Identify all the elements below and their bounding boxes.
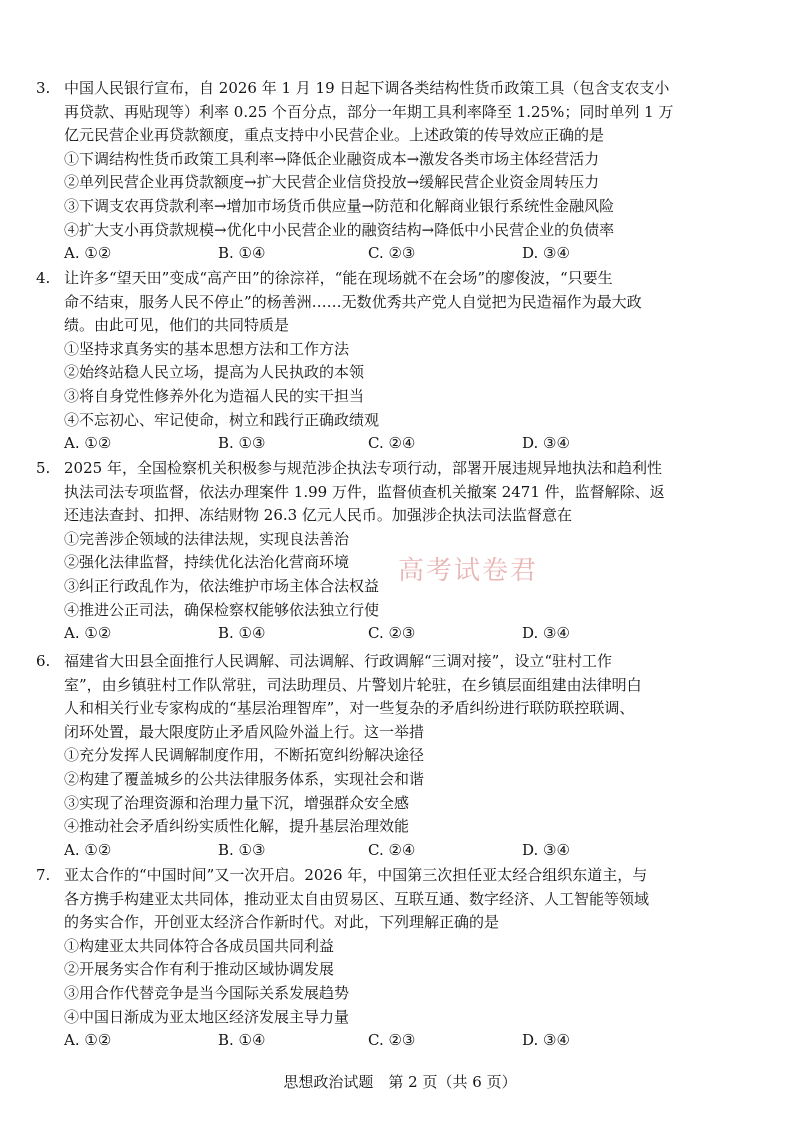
statement-item: ①完善涉企领域的法律法规，实现良法善治 — [64, 529, 350, 548]
statement-item: ③下调支农再贷款利率→增加市场货币供应量→防范和化解商业银行系统性金融风险 — [64, 196, 615, 215]
statement-item: ②开展务实合作有利于推动区域协调发展 — [64, 960, 335, 979]
statement-item: ④推动社会矛盾纠纷实质性化解，提升基层治理效能 — [64, 817, 410, 836]
question-number: 7. — [36, 866, 51, 884]
option-b: B. ①④ — [218, 624, 266, 643]
question-stem-line: 执法司法专项监督，依法办理案件 1.99 万件，监督侦查机关撤案 2471 件，监督解除、返 — [64, 482, 665, 501]
option-c: C. ②④ — [368, 434, 416, 453]
option-a: A. ①② — [64, 434, 112, 453]
question-7 — [36, 864, 776, 1053]
question-number: 3. — [36, 79, 51, 97]
question-number: 5. — [36, 459, 51, 477]
option-a: A. ①② — [64, 624, 112, 643]
question-stem-line: 再贷款、再贴现等）利率 0.25 个百分点，部分一年期工具利率降至 1.25%；同时单列 1 万 — [64, 102, 674, 121]
answer-options — [36, 432, 776, 456]
watermark: 高考试卷君 — [398, 556, 539, 586]
option-d: D. ③④ — [522, 840, 570, 859]
question-stem-line: 5. 2025 年，全国检察机关积极参与规范涉企执法专项行动，部署开展违规异地执法和趋利性 — [36, 457, 776, 481]
question-stem-line: 亿元民营企业再贷款额度，重点支持中小民营企业。上述政策的传导效应正确的是 — [64, 126, 605, 145]
statement-item: ③将自身党性修养外化为造福人民的实干担当 — [64, 386, 365, 405]
statement-item: ②单列民营企业再贷款额度→扩大民营企业信贷投放→缓解民营企业资金周转压力 — [64, 173, 600, 192]
question-stem-line: 人和相关行业专家构成的“基层治理智库”，对一些复杂的矛盾纠纷进行联防联控联调、 — [64, 699, 635, 718]
statement-item: ②始终站稳人民立场，提高为人民执政的本领 — [64, 363, 365, 382]
answer-options — [36, 1029, 776, 1053]
option-c: C. ②③ — [368, 1031, 416, 1050]
question-3 — [36, 77, 776, 266]
statement-item: ④推进公正司法，确保检察权能够依法独立行使 — [64, 600, 380, 619]
statement-item: ③用合作代替竞争是当今国际关系发展趋势 — [64, 983, 350, 1002]
question-stem-line: 3. 中国人民银行宣布，自 2026 年 1 月 19 日起下调各类结构性货币政策工具（包含支农支小 — [36, 77, 776, 101]
option-b: B. ①④ — [218, 1031, 266, 1050]
question-6 — [36, 650, 776, 862]
answer-options — [36, 622, 776, 646]
question-stem-line: 4. 让许多“望天田”变成“高产田”的徐淙祥，“能在现场就不在会场”的廖俊波，“只要生 — [36, 267, 776, 291]
answer-options — [36, 242, 776, 266]
statement-item: ④中国日渐成为亚太地区经济发展主导力量 — [64, 1007, 350, 1026]
option-c: C. ②③ — [368, 244, 416, 263]
statement-item: ③实现了治理资源和治理力量下沉，增强群众安全感 — [64, 793, 410, 812]
option-d: D. ③④ — [522, 1031, 570, 1050]
question-stem-line: 7. 亚太合作的“中国时间”又一次开启。2026 年，中国第三次担任亚太经合组织东道主，与 — [36, 864, 776, 888]
question-stem-line: 命不结束，服务人民不停止”的杨善洲……无数优秀共产党人自觉把为民造福作为最大政 — [64, 292, 642, 311]
option-a: A. ①② — [64, 1031, 112, 1050]
question-number: 4. — [36, 269, 51, 287]
question-stem-line: 各方携手构建亚太共同体，推动亚太自由贸易区、互联互通、数字经济、人工智能等领域 — [64, 889, 650, 908]
statement-item: ①充分发挥人民调解制度作用，不断拓宽纠纷解决途径 — [64, 746, 425, 765]
option-d: D. ③④ — [522, 434, 570, 453]
statement-item: ④扩大支小再贷款规模→优化中小民营企业的融资结构→降低中小民营企业的负债率 — [64, 220, 615, 239]
question-stem-line: 的务实合作，开创亚太经济合作新时代。对此，下列理解正确的是 — [64, 913, 500, 932]
question-stem-line: 绩。由此可见，他们的共同特质是 — [64, 316, 290, 335]
question-4 — [36, 267, 776, 456]
option-a: A. ①② — [64, 244, 112, 263]
question-number: 6. — [36, 652, 51, 670]
option-b: B. ①③ — [218, 434, 266, 453]
option-d: D. ③④ — [522, 244, 570, 263]
option-d: D. ③④ — [522, 624, 570, 643]
option-b: B. ①④ — [218, 244, 266, 263]
option-c: C. ②③ — [368, 624, 416, 643]
question-stem-line: 还违法查封、扣押、冻结财物 26.3 亿元人民币。加强涉企执法司法监督意在 — [64, 506, 572, 525]
option-a: A. ①② — [64, 840, 112, 859]
statement-item: ②构建了覆盖城乡的公共法律服务体系，实现社会和谐 — [64, 769, 425, 788]
question-stem-line: 6. 福建省大田县全面推行人民调解、司法调解、行政调解“三调对接”，设立“驻村工作 — [36, 650, 776, 674]
statement-item: ④不忘初心、牢记使命，树立和践行正确政绩观 — [64, 410, 380, 429]
answer-options — [36, 839, 776, 863]
question-stem-line: 闭环处置，最大限度防止矛盾风险外溢上行。这一举措 — [64, 722, 425, 741]
question-stem-line: 室”，由乡镇驻村工作队常驻，司法助理员、片警划片轮驻，在乡镇层面组建由法律明白 — [64, 675, 642, 694]
statement-item: ①下调结构性货币政策工具利率→降低企业融资成本→激发各类市场主体经营活力 — [64, 149, 600, 168]
page-footer: 思想政治试题 第 2 页（共 6 页） — [283, 1073, 517, 1091]
option-c: C. ②④ — [368, 840, 416, 859]
statement-item: ②强化法律监督，持续优化法治化营商环境 — [64, 553, 350, 572]
statement-item: ①坚持求真务实的基本思想方法和工作方法 — [64, 339, 350, 358]
option-b: B. ①③ — [218, 840, 266, 859]
statement-item: ①构建亚太共同体符合各成员国共同利益 — [64, 936, 335, 955]
statement-item: ③纠正行政乱作为，依法维护市场主体合法权益 — [64, 576, 380, 595]
